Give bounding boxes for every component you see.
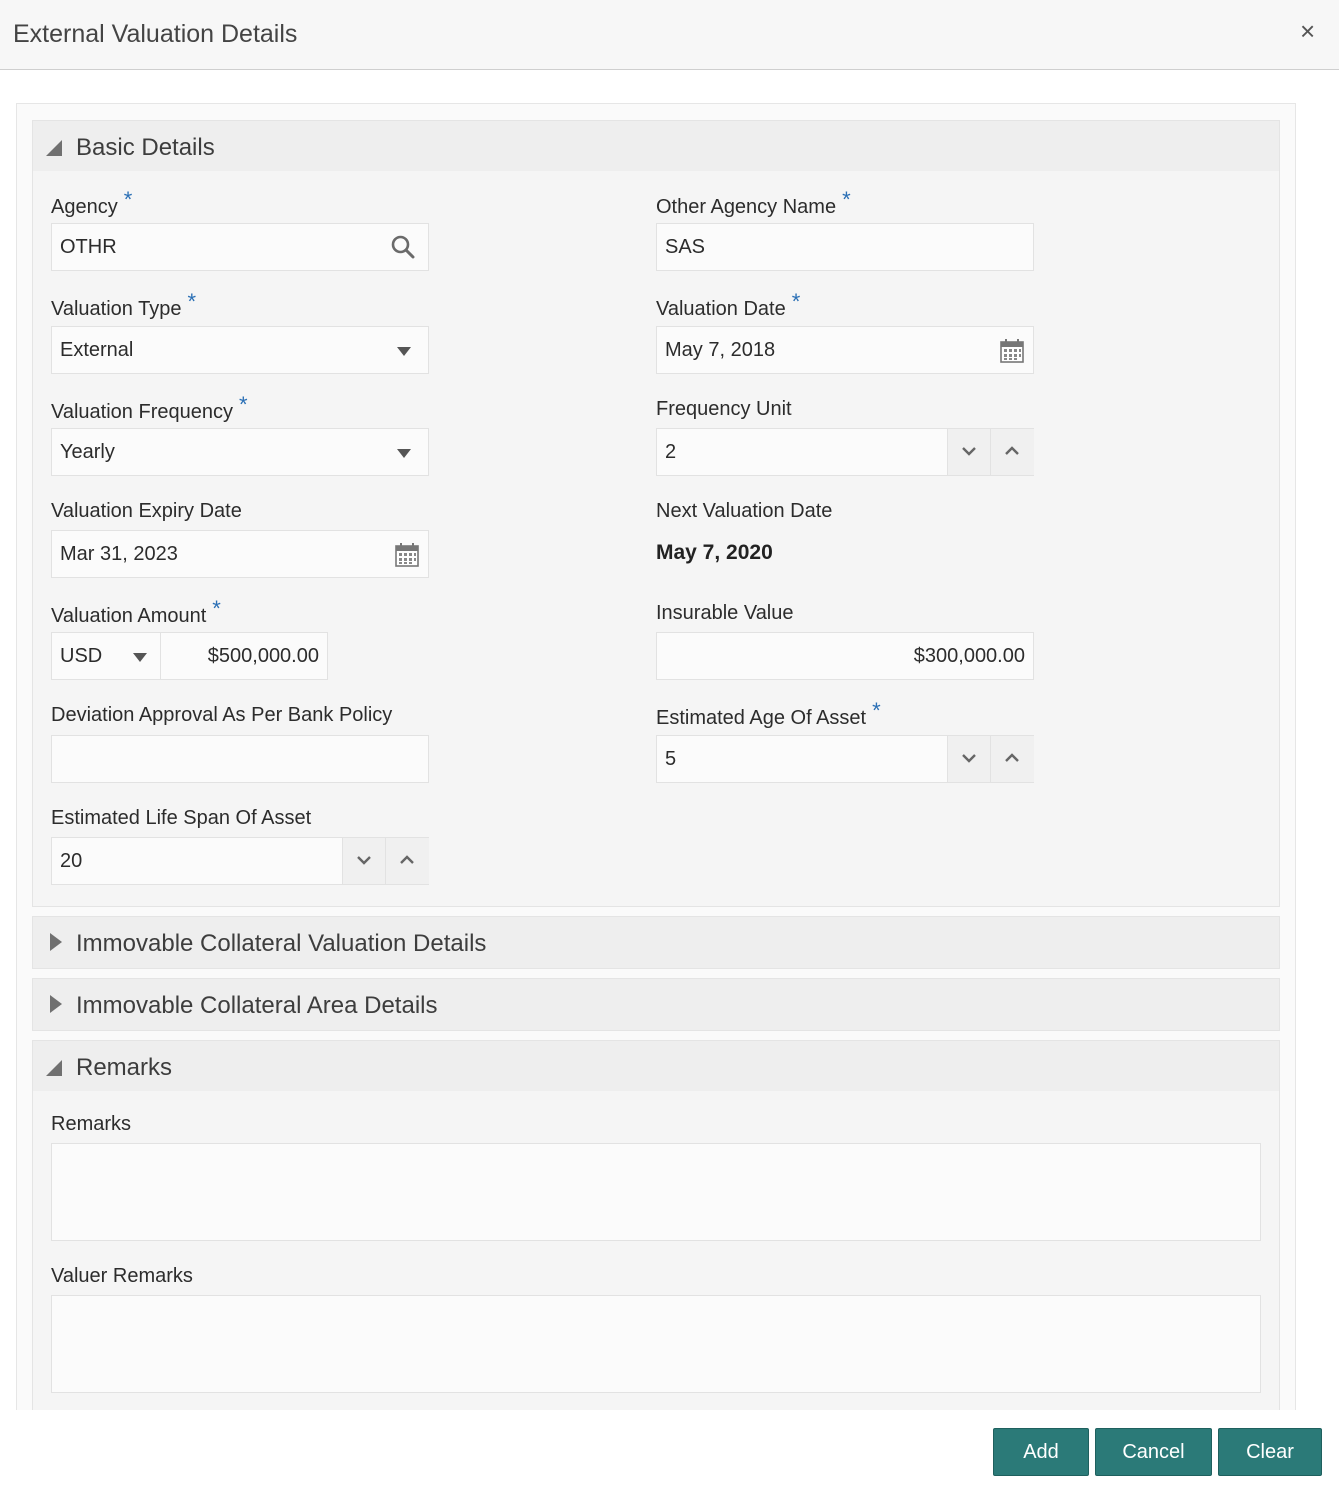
basic-details-header[interactable] — [33, 121, 1279, 171]
valuer-remarks-textarea[interactable] — [51, 1295, 1261, 1393]
required-marker: * — [872, 698, 881, 723]
valuation-type-label: Valuation Type * — [51, 289, 197, 320]
insurable-value-value: $300,000.00 — [913, 645, 1025, 667]
chevron-down-icon — [961, 752, 977, 764]
close-icon[interactable]: × — [1300, 16, 1316, 46]
required-marker: * — [238, 392, 248, 417]
decrement-button[interactable] — [947, 736, 991, 782]
estimated-life-span-value: 20 — [60, 850, 83, 872]
valuation-date-value: May 7, 2018 — [665, 339, 776, 361]
next-valuation-date-label: Next Valuation Date — [656, 500, 833, 522]
increment-button[interactable] — [385, 838, 429, 884]
required-marker: * — [842, 187, 851, 212]
expand-triangle-icon — [50, 933, 62, 951]
dialog-header — [0, 0, 1339, 70]
estimated-life-span-stepper[interactable] — [51, 837, 429, 885]
immovable-area-header[interactable] — [33, 979, 1279, 1030]
remarks-label: Remarks — [51, 1113, 132, 1135]
currency-select[interactable] — [51, 632, 161, 680]
estimated-age-value: 5 — [665, 748, 677, 770]
calendar-icon[interactable] — [999, 338, 1025, 364]
valuation-frequency-value: Yearly — [60, 441, 115, 463]
required-marker: * — [123, 187, 133, 212]
estimated-age-label: Estimated Age Of Asset * — [656, 698, 881, 729]
dialog-title: External Valuation Details — [13, 20, 298, 48]
remarks-textarea[interactable] — [51, 1143, 1261, 1241]
valuation-expiry-date-input[interactable] — [51, 530, 429, 578]
other-agency-name-input[interactable] — [656, 223, 1034, 271]
decrement-button[interactable] — [342, 838, 386, 884]
dropdown-arrow-icon — [397, 347, 411, 356]
required-marker: * — [187, 289, 197, 314]
dropdown-arrow-icon — [133, 653, 147, 662]
other-agency-name-value: SAS — [665, 236, 706, 258]
chevron-down-icon — [961, 445, 977, 457]
valuation-expiry-date-label: Valuation Expiry Date — [51, 500, 242, 522]
deviation-approval-input[interactable] — [51, 735, 429, 783]
chevron-down-icon — [356, 854, 372, 866]
frequency-unit-stepper[interactable] — [656, 428, 1034, 476]
deviation-approval-label: Deviation Approval As Per Bank Policy — [51, 704, 393, 726]
expand-triangle-icon — [50, 995, 62, 1013]
agency-value: OTHR — [60, 236, 117, 258]
valuation-type-select[interactable] — [51, 326, 429, 374]
valuation-amount-value: $500,000.00 — [207, 645, 319, 667]
decrement-button[interactable] — [947, 429, 991, 475]
clear-button[interactable]: Clear — [1218, 1428, 1322, 1476]
chevron-up-icon — [1004, 752, 1020, 764]
section-title: Remarks — [76, 1054, 173, 1081]
cancel-button[interactable]: Cancel — [1095, 1428, 1212, 1476]
valuation-amount-label: Valuation Amount * — [51, 596, 221, 627]
valuation-date-input[interactable] — [656, 326, 1034, 374]
agency-label: Agency * — [51, 187, 133, 218]
frequency-unit-value: 2 — [665, 441, 677, 463]
dropdown-arrow-icon — [397, 449, 411, 458]
section-title: Immovable Collateral Area Details — [76, 992, 438, 1019]
increment-button[interactable] — [990, 736, 1034, 782]
valuation-frequency-select[interactable] — [51, 428, 429, 476]
search-icon[interactable] — [390, 234, 416, 260]
currency-value: USD — [60, 645, 103, 667]
immovable-valuation-section — [32, 916, 1280, 969]
valuation-amount-input[interactable] — [160, 632, 328, 680]
valuation-type-value: External — [60, 339, 134, 361]
collapse-triangle-icon — [46, 1060, 62, 1076]
other-agency-name-label: Other Agency Name * — [656, 187, 851, 218]
required-marker: * — [791, 289, 801, 314]
valuation-expiry-date-value: Mar 31, 2023 — [60, 543, 178, 565]
frequency-unit-label: Frequency Unit — [656, 398, 792, 420]
chevron-up-icon — [399, 854, 415, 866]
remarks-header[interactable] — [33, 1041, 1279, 1091]
collapse-triangle-icon — [46, 140, 62, 156]
agency-field[interactable] — [51, 223, 429, 271]
next-valuation-date-value: May 7, 2020 — [656, 541, 773, 564]
chevron-up-icon — [1004, 445, 1020, 457]
insurable-value-label: Insurable Value — [656, 602, 794, 624]
estimated-age-stepper[interactable] — [656, 735, 1034, 783]
calendar-icon[interactable] — [394, 542, 420, 568]
valuation-date-label: Valuation Date * — [656, 289, 801, 320]
add-button[interactable]: Add — [993, 1428, 1089, 1476]
required-marker: * — [212, 596, 221, 621]
valuation-frequency-label: Valuation Frequency * — [51, 392, 248, 423]
insurable-value-input[interactable] — [656, 632, 1034, 680]
increment-button[interactable] — [990, 429, 1034, 475]
immovable-valuation-header[interactable] — [33, 917, 1279, 968]
section-title: Basic Details — [76, 134, 215, 161]
section-title: Immovable Collateral Valuation Details — [76, 930, 487, 957]
estimated-life-span-label: Estimated Life Span Of Asset — [51, 807, 312, 829]
immovable-area-section — [32, 978, 1280, 1031]
valuer-remarks-label: Valuer Remarks — [51, 1265, 193, 1287]
